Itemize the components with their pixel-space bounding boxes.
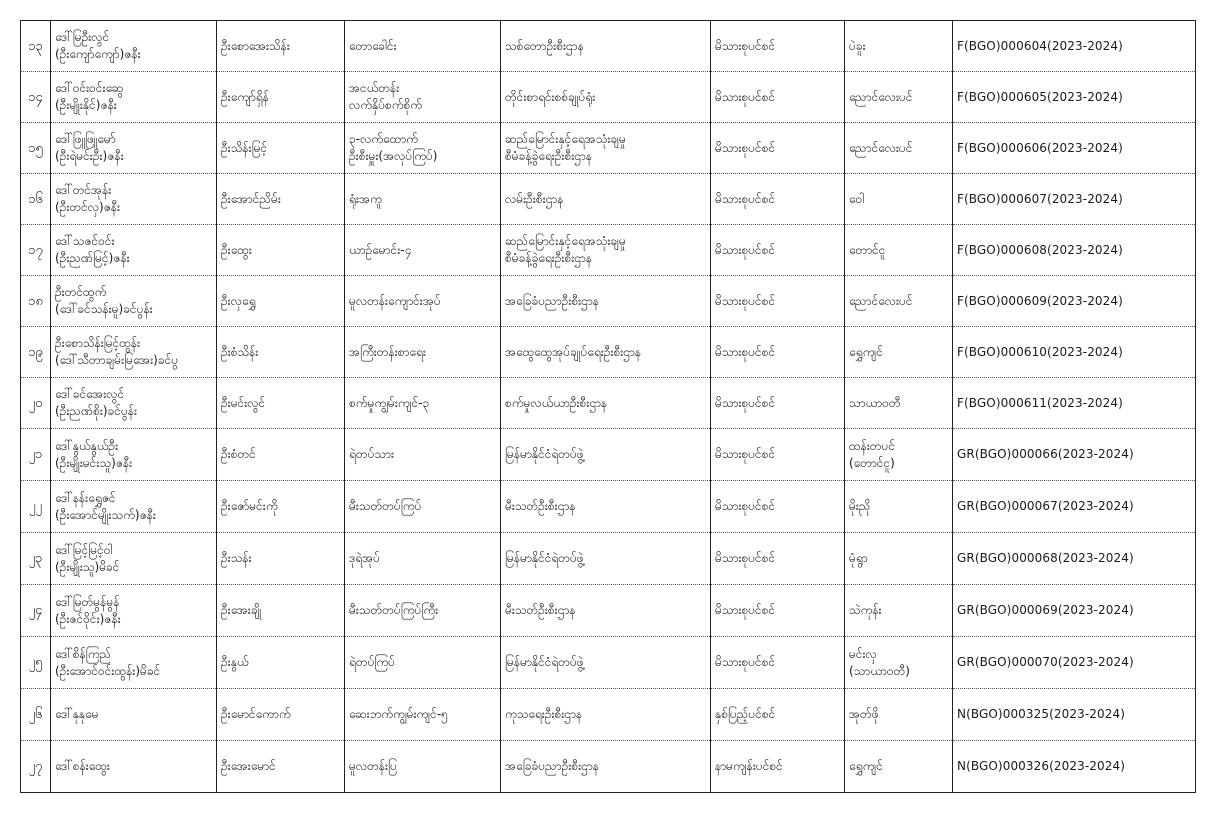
father-name: ဦးစံတင် bbox=[217, 429, 345, 481]
pension-type: မိသားစုပင်စင် bbox=[711, 72, 845, 123]
township bbox=[845, 225, 953, 276]
pension-type: မိသားစုပင်စင် bbox=[711, 123, 845, 174]
pensioner-name-line: (ဦးရဲမင်းဦး)ဇနီး bbox=[55, 149, 124, 163]
department bbox=[501, 533, 711, 585]
township bbox=[845, 123, 953, 174]
father-name: ဦးသိန်းမြင့် bbox=[217, 123, 345, 174]
township-line: ညောင်လေးပင် bbox=[849, 293, 913, 308]
pensioner-name bbox=[51, 741, 217, 793]
pension-type: မိသားစုပင်စင် bbox=[711, 174, 845, 225]
father-name: ဦးနွယ် bbox=[217, 637, 345, 689]
pensioner-name bbox=[51, 689, 217, 741]
pensioner-name-line: ဒေါ်ခင်အေးလွင် bbox=[55, 387, 125, 401]
department-line: မြန်မာနိုင်ငံရဲတပ်ဖွဲ့ bbox=[505, 551, 584, 565]
pensioner-name bbox=[51, 174, 217, 225]
position-line: မူလတန်းကျောင်းအုပ် bbox=[349, 293, 441, 308]
pension-record-sheet bbox=[20, 20, 1195, 793]
department bbox=[501, 327, 711, 378]
department bbox=[501, 741, 711, 793]
row-number: ၁၃ bbox=[21, 21, 51, 72]
position bbox=[345, 533, 501, 585]
pension-type: မိသားစုပင်စင် bbox=[711, 533, 845, 585]
township-line: ရွှေကျင် bbox=[849, 344, 883, 359]
table-row bbox=[21, 327, 1196, 378]
township bbox=[845, 378, 953, 429]
pensioner-name bbox=[51, 533, 217, 585]
pensioner-name-line: ဒေါ်မြင့်မြင့်ဝါ bbox=[55, 542, 113, 557]
row-number: ၂၆ bbox=[21, 689, 51, 741]
township bbox=[845, 689, 953, 741]
department-line: ကုသရေးဦးစီးဌာန bbox=[505, 707, 583, 721]
row-number: ၂၇ bbox=[21, 741, 51, 793]
row-number: ၁၆ bbox=[21, 174, 51, 225]
position-line: ရုံးအကူ bbox=[349, 191, 382, 206]
pensioner-name-line: ဦးတင်ထွက် bbox=[55, 285, 107, 299]
department-line: မြန်မာနိုင်ငံရဲတပ်ဖွဲ့ bbox=[505, 447, 584, 461]
position-line: ဒုရဲအုပ် bbox=[349, 551, 381, 565]
row-number: ၁၇ bbox=[21, 225, 51, 276]
row-number: ၁၈ bbox=[21, 276, 51, 327]
pensioner-name-line: ဒေါ်နွယ်နွယ်ဦး bbox=[55, 438, 119, 453]
position-line: အကြီးတန်းစာရေး bbox=[349, 344, 426, 359]
pensioner-name-line: ဒေါ်နုနုမေ bbox=[55, 707, 99, 721]
pension-code: N(BGO)000325(2023-2024) bbox=[953, 689, 1196, 741]
pensioner-name-line: ဒေါ်မြတ်မွန်မွန် bbox=[55, 594, 120, 609]
pension-type: မိသားစုပင်စင် bbox=[711, 481, 845, 533]
township-line: မိုးညို bbox=[849, 499, 871, 513]
position bbox=[345, 123, 501, 174]
position bbox=[345, 429, 501, 481]
pensioner-name-line: (ဒေါ်ခင်သန်းမူ)ခင်ပွန်း bbox=[55, 302, 153, 316]
pension-code: GR(BGO)000068(2023-2024) bbox=[953, 533, 1196, 585]
position bbox=[345, 225, 501, 276]
position-line: ဆေးဘက်ကျွမ်းကျင်-၅ bbox=[349, 707, 448, 721]
position-line: မီးသတ်တပ်ကြပ်ကြီး bbox=[349, 603, 439, 617]
department-line: စီမံခန့်ခွဲရေးဦးစီးဌာန bbox=[505, 149, 593, 163]
township bbox=[845, 21, 953, 72]
table-row bbox=[21, 21, 1196, 72]
township bbox=[845, 174, 953, 225]
row-number: ၂၄ bbox=[21, 585, 51, 637]
department-line: တိုင်းစာရင်းစစ်ချုပ်ရုံး bbox=[505, 89, 596, 104]
table-row bbox=[21, 637, 1196, 689]
department bbox=[501, 637, 711, 689]
pensioner-name-line: (ဒေါ်သီတာချမ်းမြအေး)ခင်ပွ bbox=[55, 353, 179, 367]
department-line: စီမံခန့်ခွဲရေးဦးစီးဌာန bbox=[505, 251, 593, 265]
father-name: ဦးသန်း bbox=[217, 533, 345, 585]
father-name: ဦးမင်းလွင် bbox=[217, 378, 345, 429]
pension-type: နှစ်ပြည့်ပင်စင် bbox=[711, 689, 845, 741]
pensioner-name bbox=[51, 481, 217, 533]
table-row bbox=[21, 72, 1196, 123]
department bbox=[501, 123, 711, 174]
position bbox=[345, 689, 501, 741]
department bbox=[501, 72, 711, 123]
pension-code: F(BGO)000609(2023-2024) bbox=[953, 276, 1196, 327]
row-number: ၂၁ bbox=[21, 429, 51, 481]
father-name: ဦးစောအေးသိန်း bbox=[217, 21, 345, 72]
department-line: စက်မှုလယ်ယာဦးစီးဌာန bbox=[505, 395, 608, 410]
pensioner-name bbox=[51, 585, 217, 637]
position-line: ရဲတပ်ကြပ် bbox=[349, 655, 396, 669]
row-number: ၂၀ bbox=[21, 378, 51, 429]
table-row bbox=[21, 276, 1196, 327]
table-row bbox=[21, 689, 1196, 741]
pension-code: F(BGO)000607(2023-2024) bbox=[953, 174, 1196, 225]
department-line: အခြေခံပညာဦးစီးဌာန bbox=[505, 759, 599, 773]
township bbox=[845, 585, 953, 637]
pension-code: GR(BGO)000066(2023-2024) bbox=[953, 429, 1196, 481]
pensioner-name-line: (ဦးတင်လှ)ဇနီး bbox=[55, 200, 121, 214]
position bbox=[345, 327, 501, 378]
department-line: မြန်မာနိုင်ငံရဲတပ်ဖွဲ့ bbox=[505, 655, 584, 669]
father-name: ဦးစံသိန်း bbox=[217, 327, 345, 378]
township bbox=[845, 481, 953, 533]
pensioner-name bbox=[51, 637, 217, 689]
pension-code: GR(BGO)000070(2023-2024) bbox=[953, 637, 1196, 689]
father-name: ဦးအောင်ညိမ်း bbox=[217, 174, 345, 225]
position-line: စက်မှုကျွမ်းကျင်-၃ bbox=[349, 395, 430, 410]
department-line: ဆည်မြောင်းနှင့်ရေအသုံးချမှု bbox=[505, 234, 626, 248]
pensioner-name-line: (ဦးညဏ်စိုး)ခင်ပွန်း bbox=[55, 404, 138, 418]
pensioner-name-line: (ဦးမျိုးမင်းသူ)ဇနီး bbox=[55, 455, 133, 470]
department bbox=[501, 174, 711, 225]
department-line: မီးသတ်ဦးစီးဌာန bbox=[505, 499, 576, 513]
township-line: (သာယာဝတီ) bbox=[849, 663, 910, 678]
department-line: သစ်တောဦးစီးဌာန bbox=[505, 38, 584, 53]
pension-code: F(BGO)000611(2023-2024) bbox=[953, 378, 1196, 429]
pension-code: N(BGO)000326(2023-2024) bbox=[953, 741, 1196, 793]
township bbox=[845, 327, 953, 378]
township-line: ပဲခူး bbox=[849, 38, 866, 53]
pensioner-name-line: (ဦးညဏ်မြင့်)ဇနီး bbox=[55, 251, 130, 265]
table-row bbox=[21, 225, 1196, 276]
position bbox=[345, 174, 501, 225]
father-name: ဦးကျော်ရှိန် bbox=[217, 72, 345, 123]
township-line: ရွှေကျင် bbox=[849, 759, 883, 773]
pension-code: GR(BGO)000069(2023-2024) bbox=[953, 585, 1196, 637]
position bbox=[345, 481, 501, 533]
father-name: ဦးအေးချို bbox=[217, 585, 345, 637]
department-line: မီးသတ်ဦးစီးဌာန bbox=[505, 603, 576, 617]
township bbox=[845, 276, 953, 327]
position bbox=[345, 276, 501, 327]
table-body bbox=[21, 21, 1196, 793]
pensioner-name-line: ဒေါ်သဇင်ဝင်း bbox=[55, 234, 115, 248]
township bbox=[845, 429, 953, 481]
department-line: ဆည်မြောင်းနှင့်ရေအသုံးချမှု bbox=[505, 132, 626, 146]
pensioner-name bbox=[51, 21, 217, 72]
township-line: ဝေါ bbox=[849, 191, 865, 206]
table-row bbox=[21, 533, 1196, 585]
pensioner-name bbox=[51, 72, 217, 123]
pension-type: မိသားစုပင်စင် bbox=[711, 327, 845, 378]
position-line: တောခေါင်း bbox=[349, 38, 397, 53]
row-number: ၂၂ bbox=[21, 481, 51, 533]
pension-code: F(BGO)000605(2023-2024) bbox=[953, 72, 1196, 123]
pension-code: F(BGO)000604(2023-2024) bbox=[953, 21, 1196, 72]
department bbox=[501, 225, 711, 276]
position bbox=[345, 741, 501, 793]
township-line: မင်းလှ bbox=[849, 646, 877, 661]
row-number: ၂၅ bbox=[21, 637, 51, 689]
pensioner-name-line: (ဦးမျိုးနိုင်)ဇနီး bbox=[55, 98, 117, 112]
pensioner-name-line: (ဦးအောင်မျိုးသက်)ဇနီး bbox=[55, 507, 156, 522]
table-row bbox=[21, 123, 1196, 174]
row-number: ၁၉ bbox=[21, 327, 51, 378]
position bbox=[345, 637, 501, 689]
position-line: မူလတန်းပြ bbox=[349, 759, 397, 773]
table-row bbox=[21, 429, 1196, 481]
department bbox=[501, 276, 711, 327]
pension-type: မိသားစုပင်စင် bbox=[711, 225, 845, 276]
township bbox=[845, 741, 953, 793]
department-line: အခြေခံပညာဦးစီးဌာန bbox=[505, 293, 599, 308]
row-number: ၂၃ bbox=[21, 533, 51, 585]
pension-type: မိသားစုပင်စင် bbox=[711, 21, 845, 72]
pensioner-name-line: ဒေါ်စိန်ကြည် bbox=[55, 646, 112, 661]
pension-type: မိသားစုပင်စင် bbox=[711, 378, 845, 429]
position bbox=[345, 21, 501, 72]
township-line: မုံရွာ bbox=[849, 551, 868, 565]
pensioner-name-line: ဒေါ်စန်းထွေး bbox=[55, 759, 110, 773]
table-row bbox=[21, 378, 1196, 429]
township-line: ညောင်လေးပင် bbox=[849, 89, 913, 104]
pensioner-name bbox=[51, 225, 217, 276]
pensioner-name bbox=[51, 429, 217, 481]
pension-code: F(BGO)000606(2023-2024) bbox=[953, 123, 1196, 174]
position-line: ၃-လက်ထောက် bbox=[349, 132, 418, 146]
pension-type: မိသားစုပင်စင် bbox=[711, 585, 845, 637]
pensioner-name bbox=[51, 327, 217, 378]
pension-type: မိသားစုပင်စင် bbox=[711, 429, 845, 481]
pensioner-name-line: ဒေါ်မြဦးလွင် bbox=[55, 30, 110, 44]
department bbox=[501, 378, 711, 429]
township-line: ထန်းတပင် bbox=[849, 438, 896, 453]
pension-code: F(BGO)000608(2023-2024) bbox=[953, 225, 1196, 276]
township-line: (တောင်ငူ) bbox=[849, 455, 895, 470]
pension-code: F(BGO)000610(2023-2024) bbox=[953, 327, 1196, 378]
row-number: ၁၅ bbox=[21, 123, 51, 174]
father-name: ဦးလှရွှေ bbox=[217, 276, 345, 327]
father-name: ဦးအေးမောင် bbox=[217, 741, 345, 793]
department-line: လမ်းဦးစီးဌာန bbox=[505, 191, 564, 206]
father-name: ဦးမောင်ကောက် bbox=[217, 689, 345, 741]
pension-type: မိသားစုပင်စင် bbox=[711, 276, 845, 327]
department bbox=[501, 21, 711, 72]
department bbox=[501, 689, 711, 741]
pensioner-name-line: ဒေါ်တင်အုန်း bbox=[55, 183, 112, 197]
township bbox=[845, 637, 953, 689]
pensioner-name-line: ဒေါ်ဝင်းဝင်းဆွေ bbox=[55, 81, 124, 95]
table-row bbox=[21, 585, 1196, 637]
position-line: အငယ်တန်း bbox=[349, 81, 400, 95]
father-name: ဦးထွေး bbox=[217, 225, 345, 276]
department bbox=[501, 585, 711, 637]
position-line: ယာဉ်မောင်း-၄ bbox=[349, 242, 412, 257]
row-number: ၁၄ bbox=[21, 72, 51, 123]
pensioner-name-line: ဒေါ်နန်းရွှေဇင် bbox=[55, 490, 116, 505]
father-name: ဦးဇော်မင်းကို bbox=[217, 481, 345, 533]
table-row bbox=[21, 481, 1196, 533]
department bbox=[501, 481, 711, 533]
position bbox=[345, 72, 501, 123]
township-line: သာယာဝတီ bbox=[849, 395, 901, 410]
pensioner-name-line: (ဦးကျော်ကျော်)ဇနီး bbox=[55, 47, 141, 61]
township-line: တောင်ငူ bbox=[849, 242, 886, 257]
pension-code: GR(BGO)000067(2023-2024) bbox=[953, 481, 1196, 533]
township-line: ညောင်လေးပင် bbox=[849, 140, 913, 155]
pension-table bbox=[20, 20, 1196, 793]
table-row bbox=[21, 741, 1196, 793]
pensioner-name-line: (ဦးဇင်ဝိုင်း)ဇနီး bbox=[55, 611, 121, 626]
pension-type: နာမကျန်းပင်စင် bbox=[711, 741, 845, 793]
department-line: အထွေထွေအုပ်ချုပ်ရေးဦးစီးဌာန bbox=[505, 344, 642, 359]
position-line: ရဲတပ်သား bbox=[349, 447, 394, 461]
pensioner-name-line: ဦးစောသိန်းမြင့်ထွန်း bbox=[55, 336, 141, 350]
table-row bbox=[21, 174, 1196, 225]
township bbox=[845, 72, 953, 123]
position bbox=[345, 585, 501, 637]
township-line: သဲကုန်း bbox=[849, 603, 882, 617]
township-line: အုတ်ဖို bbox=[849, 707, 879, 721]
pensioner-name bbox=[51, 378, 217, 429]
pension-type: မိသားစုပင်စင် bbox=[711, 637, 845, 689]
position-line: ဦးစီးမှူး(အလုပ်ကြပ်) bbox=[349, 149, 438, 163]
township bbox=[845, 533, 953, 585]
pensioner-name-line: (ဦးမျိုးသူ)မိခင် bbox=[55, 559, 120, 574]
position bbox=[345, 378, 501, 429]
pensioner-name-line: (ဦးအောင်ဝင်းထွန်း)မိခင် bbox=[55, 663, 161, 678]
pensioner-name bbox=[51, 276, 217, 327]
pensioner-name-line: ဒေါ်ဖြူဖြူမော် bbox=[55, 132, 116, 146]
position-line: လက်နှိပ်စက်စိုက် bbox=[349, 98, 423, 112]
position-line: မီးသတ်တပ်ကြပ် bbox=[349, 499, 422, 513]
department bbox=[501, 429, 711, 481]
pensioner-name bbox=[51, 123, 217, 174]
